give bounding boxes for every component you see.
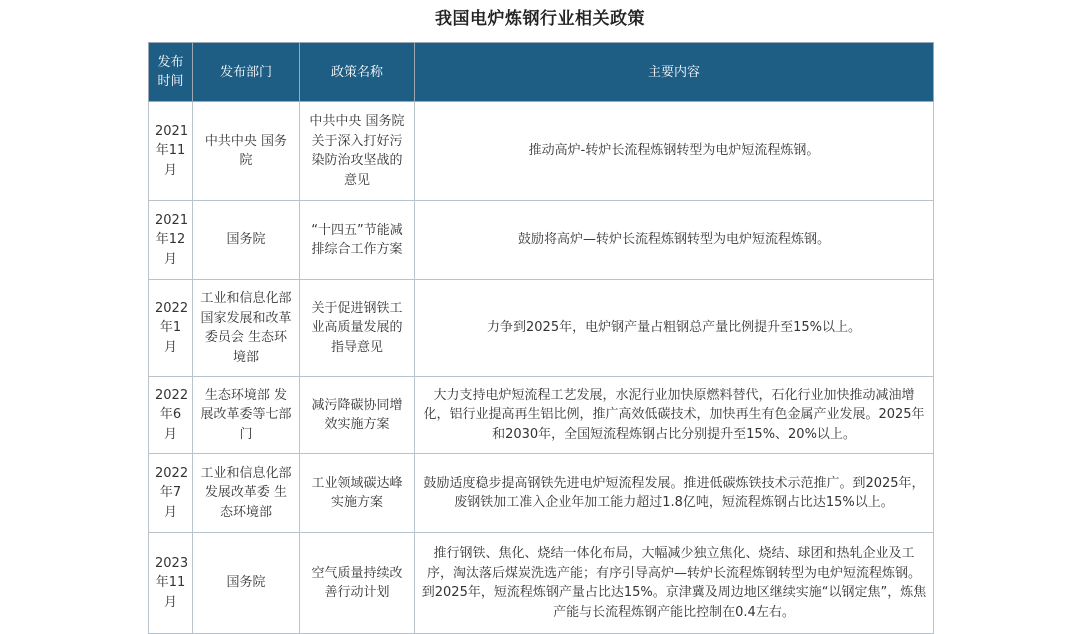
- cell-date: 2021年12月: [149, 201, 193, 280]
- cell-content: 推动高炉-转炉长流程炼钢转型为电炉短流程炼钢。: [415, 102, 934, 201]
- cell-dept: 生态环境部 发展改革委等七部门: [193, 377, 300, 454]
- header-content: 主要内容: [415, 43, 934, 102]
- cell-date: 2022年7月: [149, 454, 193, 533]
- cell-policy: 空气质量持续改善行动计划: [300, 533, 415, 634]
- cell-content: 推行钢铁、焦化、烧结一体化布局，大幅减少独立焦化、烧结、球团和热轧企业及工序，淘汰落后煤炭洗选产能；有序引导高炉—转炉长流程炼钢转型为电炉短流程炼钢。到2025年，短流程炼钢产量占比达15%。京津冀及周边地区继续实施“以钢定焦”，炼焦产能与长流程炼钢产能比控制在0.4左右。: [415, 533, 934, 634]
- cell-policy: 工业领域碳达峰实施方案: [300, 454, 415, 533]
- cell-date: 2021年11月: [149, 102, 193, 201]
- table-row: [149, 201, 934, 280]
- cell-dept: 国务院: [193, 533, 300, 634]
- cell-content: 力争到2025年，电炉钢产量占粗钢总产量比例提升至15%以上。: [415, 280, 934, 377]
- cell-content: 大力支持电炉短流程工艺发展，水泥行业加快原燃料替代，石化行业加快推动减油增化，铝行业提高再生铝比例，推广高效低碳技术，加快再生有色金属产业发展。2025年和2030年，全国短流程炼钢占比分别提升至15%、20%以上。: [415, 377, 934, 454]
- cell-dept: 国务院: [193, 201, 300, 280]
- cell-policy: “十四五”节能减排综合工作方案: [300, 201, 415, 280]
- policy-table: [148, 42, 934, 634]
- cell-dept: 中共中央 国务院: [193, 102, 300, 201]
- cell-policy: 减污降碳协同增效实施方案: [300, 377, 415, 454]
- header-date: 发布时间: [149, 43, 193, 102]
- header-dept: 发布部门: [193, 43, 300, 102]
- table-row: [149, 102, 934, 201]
- table-row: [149, 377, 934, 454]
- table-row: [149, 280, 934, 377]
- table-header-row: [149, 43, 934, 102]
- cell-date: 2022年6月: [149, 377, 193, 454]
- cell-policy: 中共中央 国务院关于深入打好污染防治攻坚战的意见: [300, 102, 415, 201]
- cell-content: 鼓励适度稳步提高钢铁先进电炉短流程发展。推进低碳炼铁技术示范推广。到2025年，废钢铁加工准入企业年加工能力超过1.8亿吨，短流程炼钢占比达15%以上。: [415, 454, 934, 533]
- header-policy: 政策名称: [300, 43, 415, 102]
- table-row: [149, 454, 934, 533]
- cell-date: 2022年1月: [149, 280, 193, 377]
- cell-policy: 关于促进钢铁工业高质量发展的指导意见: [300, 280, 415, 377]
- cell-content: 鼓励将高炉—转炉长流程炼钢转型为电炉短流程炼钢。: [415, 201, 934, 280]
- cell-dept: 工业和信息化部 发展改革委 生态环境部: [193, 454, 300, 533]
- cell-date: 2023年11月: [149, 533, 193, 634]
- table-row: [149, 533, 934, 634]
- page-title: 我国电炉炼钢行业相关政策: [435, 9, 645, 29]
- cell-dept: 工业和信息化部 国家发展和改革委员会 生态环境部: [193, 280, 300, 377]
